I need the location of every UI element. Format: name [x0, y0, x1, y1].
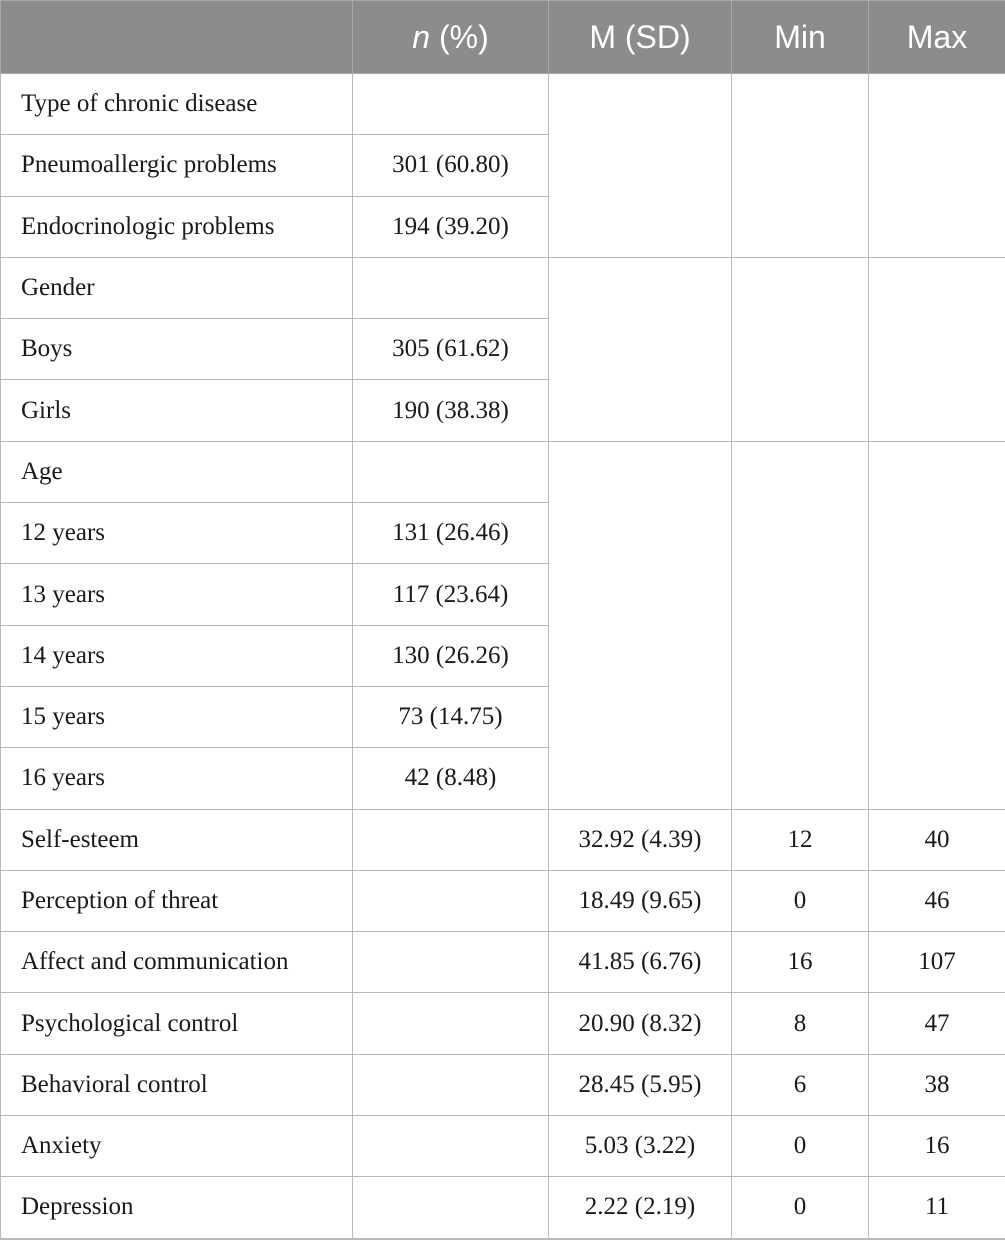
empty-cell	[353, 870, 549, 931]
row-label: Pneumoallergic problems	[1, 135, 353, 196]
empty-cell	[353, 932, 549, 993]
table-row	[1, 1177, 1005, 1238]
row-label: 12 years	[1, 503, 353, 564]
empty-merged-cell	[732, 257, 869, 441]
measure-label: Behavioral control	[1, 1054, 353, 1115]
group-title-age: Age	[1, 441, 353, 502]
row-label: 16 years	[1, 748, 353, 809]
header-max: Max	[869, 1, 1005, 74]
measure-max: 38	[869, 1054, 1005, 1115]
empty-cell	[353, 1116, 549, 1177]
measure-max: 40	[869, 809, 1005, 870]
measure-label: Affect and communication	[1, 932, 353, 993]
header-variable	[1, 1, 353, 74]
header-mean-sd: M (SD)	[549, 1, 732, 74]
measure-mean-sd: 20.90 (8.32)	[549, 993, 732, 1054]
empty-cell	[353, 74, 549, 135]
measure-mean-sd: 2.22 (2.19)	[549, 1177, 732, 1238]
measure-mean-sd: 28.45 (5.95)	[549, 1054, 732, 1115]
measure-label: Anxiety	[1, 1116, 353, 1177]
group-title-disease: Type of chronic disease	[1, 74, 353, 135]
row-n-percent: 194 (39.20)	[353, 196, 549, 257]
measure-max: 107	[869, 932, 1005, 993]
measure-min: 0	[732, 1116, 869, 1177]
header-n-percent	[353, 1, 549, 74]
measure-mean-sd: 18.49 (9.65)	[549, 870, 732, 931]
row-label: Endocrinologic problems	[1, 196, 353, 257]
header-percent: (%)	[430, 18, 489, 55]
table-row	[1, 993, 1005, 1054]
group-title-row	[1, 74, 1005, 135]
empty-merged-cell	[869, 257, 1005, 441]
group-title-row	[1, 441, 1005, 502]
row-n-percent: 42 (8.48)	[353, 748, 549, 809]
empty-merged-cell	[549, 441, 732, 809]
table-body	[1, 74, 1005, 1239]
header-row	[1, 1, 1005, 74]
empty-cell	[353, 1054, 549, 1115]
group-title-gender: Gender	[1, 257, 353, 318]
measure-label: Depression	[1, 1177, 353, 1238]
header-min: Min	[732, 1, 869, 74]
empty-cell	[353, 809, 549, 870]
measure-max: 11	[869, 1177, 1005, 1238]
measure-min: 6	[732, 1054, 869, 1115]
table-row	[1, 1054, 1005, 1115]
row-label: Girls	[1, 380, 353, 441]
measure-max: 46	[869, 870, 1005, 931]
empty-merged-cell	[869, 441, 1005, 809]
table-row	[1, 1116, 1005, 1177]
measure-mean-sd: 5.03 (3.22)	[549, 1116, 732, 1177]
measure-label: Perception of threat	[1, 870, 353, 931]
group-title-row	[1, 257, 1005, 318]
measure-max: 47	[869, 993, 1005, 1054]
measure-mean-sd: 32.92 (4.39)	[549, 809, 732, 870]
empty-merged-cell	[732, 441, 869, 809]
row-n-percent: 301 (60.80)	[353, 135, 549, 196]
row-label: 14 years	[1, 625, 353, 686]
header-n-italic: n	[412, 18, 431, 55]
row-n-percent: 73 (14.75)	[353, 686, 549, 747]
row-n-percent: 117 (23.64)	[353, 564, 549, 625]
table-row	[1, 870, 1005, 931]
table-row	[1, 809, 1005, 870]
empty-merged-cell	[732, 74, 869, 258]
empty-cell	[353, 1177, 549, 1238]
measure-label: Psychological control	[1, 993, 353, 1054]
row-label: 15 years	[1, 686, 353, 747]
measure-min: 12	[732, 809, 869, 870]
empty-merged-cell	[549, 74, 732, 258]
table-row	[1, 932, 1005, 993]
row-n-percent: 305 (61.62)	[353, 319, 549, 380]
empty-cell	[353, 993, 549, 1054]
empty-cell	[353, 441, 549, 502]
row-n-percent: 190 (38.38)	[353, 380, 549, 441]
table-header	[1, 1, 1005, 74]
empty-cell	[353, 257, 549, 318]
row-label: Boys	[1, 319, 353, 380]
empty-merged-cell	[869, 74, 1005, 258]
measure-min: 16	[732, 932, 869, 993]
empty-merged-cell	[549, 257, 732, 441]
measure-min: 0	[732, 1177, 869, 1238]
row-n-percent: 131 (26.46)	[353, 503, 549, 564]
measure-min: 0	[732, 870, 869, 931]
row-label: 13 years	[1, 564, 353, 625]
row-n-percent: 130 (26.26)	[353, 625, 549, 686]
measure-max: 16	[869, 1116, 1005, 1177]
measure-mean-sd: 41.85 (6.76)	[549, 932, 732, 993]
measure-min: 8	[732, 993, 869, 1054]
measure-label: Self-esteem	[1, 809, 353, 870]
